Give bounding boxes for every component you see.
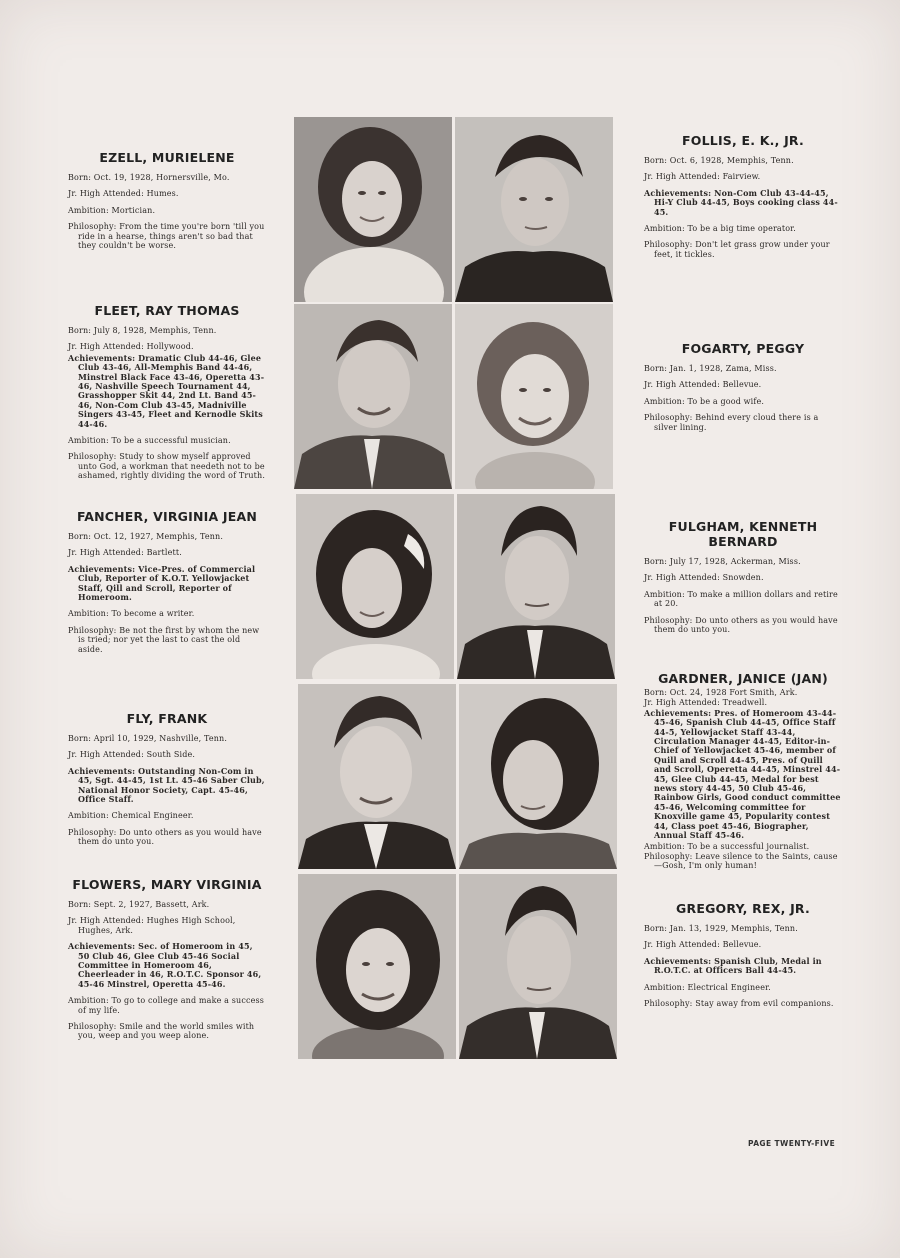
portrait-gregory [459,874,617,1059]
achievements-line: Achievements: Outstanding Non-Com in 45, Sgt. 44-45, 1st Lt. 45-46 Saber Club, National Honor Society, Capt. 45-46, Office Staff. [68,765,265,805]
portrait-fleet [294,304,452,489]
student-name: EZELL, MURIELENE [99,150,235,165]
portrait-follis [455,117,613,302]
jr-high-line: Jr. High Attended: Fairview. [644,172,761,182]
achievements-line: Achievements: Pres. of Homeroom 43-44-45-46, Spanish Club 44-45, Office Staff 44-5, Yellowjacket Staff 43-44, Circulation Manager 44-45, Editor-in-Chief of Yellowjacket 45-46, member of Quill and Scroll 44-45, Pres. of Quill and Scroll, Operetta 44-45, Minstrel 44-45, Glee Club 44-45, Medal for best news story 44-45, 50 Club 45-46, Rainbow Girls, Good conduct committee 45-46, Welcoming committee for Knoxville game 45, Popularity contest 44, Class poet 45-46, Biographer, Annual Staff 45-46. [644,707,841,841]
achievements-line: Achievements: Dramatic Club 44-46, Glee Club 43-46, All-Memphis Band 44-46, Minstrel Black Face 43-46, Operetta 43-46, Nashville Speech Tournament 44, Grasshopper Skit 44, 2nd Lt. Band 45-46, Non-Com Club 43-45, Madniville Singers 43-45, Fleet and Kernodle Skits 44-46. [68,352,265,429]
entry-fleet [68,303,266,488]
entry-gardner [644,671,842,872]
born-line: Born: Oct. 24, 1928 Fort Smith, Ark. [644,688,798,697]
jr-high-line: Jr. High Attended: Humes. [68,189,179,199]
born-line: Born: April 10, 1929, Nashville, Tenn. [68,734,228,743]
portrait-fogarty [455,304,613,489]
achievements-line: Achievements: Non-Com Club 43-44-45, Hi-Y Club 44-45, Boys cooking class 44-45. [644,187,838,217]
ambition-line: Ambition: To be a big time operator. [644,224,796,234]
student-name: FLEET, RAY THOMAS [94,303,240,318]
jr-high-line: Jr. High Attended: Hollywood. [68,342,194,352]
jr-high-line: Jr. High Attended: Treadwell. [644,698,768,708]
ambition-line: Ambition: To go to college and make a success of my life. [68,996,264,1015]
student-name: FOLLIS, E. K., JR. [682,133,804,148]
portrait-fly [298,684,456,869]
born-line: Born: Sept. 2, 1927, Bassett, Ark. [68,900,210,909]
ambition-line: Ambition: Chemical Engineer. [68,811,194,821]
philosophy-line: Philosophy: From the time you're born 'till you ride in a hearse, things aren't so bad that they couldn't be worse. [68,222,265,251]
student-name: FLOWERS, MARY VIRGINIA [72,877,262,892]
student-name: FULGHAM, KENNETH BERNARD [668,519,818,549]
born-line: Born: Oct. 6, 1928, Memphis, Tenn. [644,156,794,165]
jr-high-line: Jr. High Attended: Bartlett. [68,548,182,558]
student-name: FLY, FRANK [126,711,208,726]
entry-fulgham [644,519,842,641]
student-name: GREGORY, REX, JR. [676,901,810,916]
ambition-line: Ambition: To be a successful journalist. [644,841,810,851]
philosophy-line: Philosophy: Do unto others as you would have them do unto you. [68,827,262,847]
born-line: Born: Oct. 19, 1928, Hornersville, Mo. [68,173,230,182]
jr-high-line: Jr. High Attended: Bellevue. [644,940,762,950]
philosophy-line: Philosophy: Don't let grass grow under your feet, it tickles. [644,240,830,259]
ambition-line: Ambition: To be a good wife. [644,396,765,406]
born-line: Born: July 8, 1928, Memphis, Tenn. [68,326,217,335]
entry-follis [644,133,842,266]
portrait-fulgham [457,494,615,679]
philosophy-line: Philosophy: Do unto others as you would have them do unto you. [644,615,838,635]
page-number: PAGE TWENTY-FIVE [748,1139,836,1148]
portrait-ezell [294,117,452,302]
student-name: FANCHER, VIRGINIA JEAN [76,509,258,524]
entry-fogarty [644,341,842,439]
achievements-line: Achievements: Sec. of Homeroom in 45, 50 Club 46, Glee Club 45-46 Social Committee in Homeroom 46, Cheerleader in 46, R.O.T.C. Sponsor 46, 45-46 Minstrel, Operetta 45-46. [68,941,262,989]
born-line: Born: Oct. 12, 1927, Memphis, Tenn. [68,532,224,541]
entry-fly [68,711,266,854]
entry-flowers [68,877,266,1048]
philosophy-line: Philosophy: Study to show myself approved unto God, a workman that needeth not to be ashamed, rightly dividing the word of Truth. [68,452,266,481]
portrait-flowers [298,874,456,1059]
ambition-line: Ambition: Mortician. [68,205,156,215]
ambition-line: Ambition: To become a writer. [68,609,195,619]
entry-fancher [68,509,266,661]
born-line: Born: Jan. 13, 1929, Memphis, Tenn. [644,924,798,933]
achievements-line: Achievements: Vice-Pres. of Commercial Club, Reporter of K.O.T. Yellowjacket Staff, Qill and Scroll, Reporter of Homeroom. [68,563,256,603]
student-name: GARDNER, JANICE (JAN) [658,671,828,686]
achievements-line: Achievements: Spanish Club, Medal in R.O.T.C. at Officers Ball 44-45. [644,955,822,976]
entry-ezell [68,150,266,257]
ambition-line: Ambition: To make a million dollars and retire at 20. [644,589,838,609]
ambition-line: Ambition: To be a successful musician. [68,436,231,446]
philosophy-line: Philosophy: Stay away from evil companions. [644,999,834,1009]
portrait-gardner [459,684,617,869]
philosophy-line: Philosophy: Smile and the world smiles with you, weep and you weep alone. [68,1022,255,1041]
philosophy-line: Philosophy: Leave silence to the Saints, cause—Gosh, I'm only human! [644,851,838,871]
jr-high-line: Jr. High Attended: Bellevue. [644,380,762,390]
jr-high-line: Jr. High Attended: South Side. [68,750,196,760]
ambition-line: Ambition: Electrical Engineer. [644,982,771,992]
philosophy-line: Philosophy: Be not the first by whom the new is tried; nor yet the last to cast the old aside. [68,625,260,654]
portrait-fancher [296,494,454,679]
jr-high-line: Jr. High Attended: Snowden. [644,573,764,583]
born-line: Born: July 17, 1928, Ackerman, Miss. [644,557,801,566]
born-line: Born: Jan. 1, 1928, Zama, Miss. [644,364,777,373]
entry-gregory [644,901,842,1015]
philosophy-line: Philosophy: Behind every cloud there is a silver lining. [644,413,819,432]
jr-high-line: Jr. High Attended: Hughes High School, Hughes, Ark. [68,916,236,935]
student-name: FOGARTY, PEGGY [681,341,805,356]
